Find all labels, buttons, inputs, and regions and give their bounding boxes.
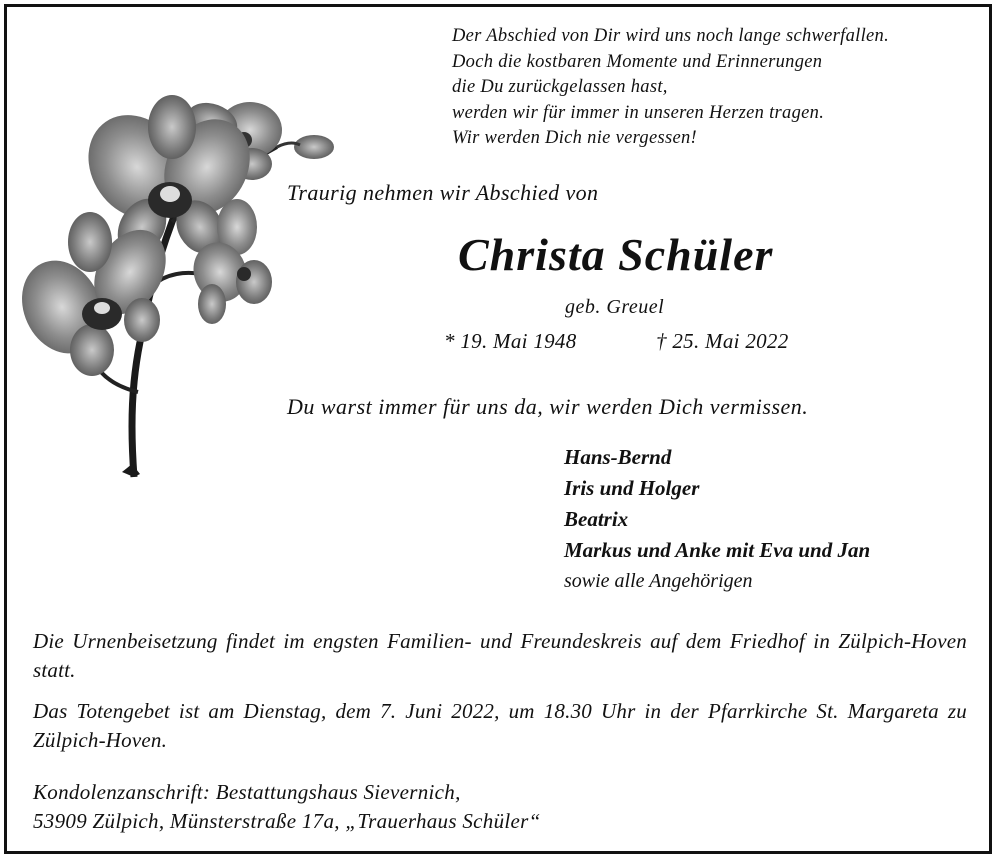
mourner-name: Iris und Holger	[564, 476, 700, 500]
condolence-line: Kondolenzanschrift: Bestattungshaus Sievernich,	[33, 780, 461, 804]
mourners-others: sowie alle Angehörigen	[564, 570, 753, 592]
orchid-illustration	[22, 92, 342, 482]
mourner-name: Hans-Bernd	[564, 445, 672, 469]
condolence-address	[33, 778, 541, 836]
mourners-list	[564, 442, 870, 597]
poem-line: die Du zurückgelassen hast,	[452, 77, 668, 97]
condolence-line: 53909 Zülpich, Münsterstraße 17a, „Trauerhaus Schüler“	[33, 809, 541, 833]
mourner-name: Beatrix	[564, 507, 629, 531]
poem-line: Der Abschied von Dir wird uns noch lange schwerfallen.	[452, 26, 890, 46]
mourner-name: Markus und Anke mit Eva und Jan	[564, 538, 871, 562]
deceased-name: Christa Schüler	[458, 229, 774, 280]
poem-line: Wir werden Dich nie vergessen!	[452, 128, 697, 148]
prayer-text: Das Totengebet ist am Dienstag, dem 7. Juni 2022, um 18.30 Uhr in der Pfarrkirche St. Margareta zu Zülpich-Hoven.	[33, 699, 967, 752]
poem	[452, 24, 889, 152]
poem-line: werden wir für immer in unseren Herzen tragen.	[452, 102, 825, 123]
death-date: † 25. Mai 2022	[656, 329, 789, 353]
birth-date: * 19. Mai 1948	[444, 329, 577, 353]
intro-text: Traurig nehmen wir Abschied von	[287, 180, 599, 205]
burial-text: Die Urnenbeisetzung findet im engsten Familien- und Freundeskreis auf dem Friedhof in Zülpich-Hoven statt.	[33, 629, 967, 682]
missed-line: Du warst immer für uns da, wir werden Dich vermissen.	[287, 394, 809, 419]
poem-line: Doch die kostbaren Momente und Erinnerungen	[452, 51, 823, 72]
birth-name: geb. Greuel	[565, 296, 665, 318]
